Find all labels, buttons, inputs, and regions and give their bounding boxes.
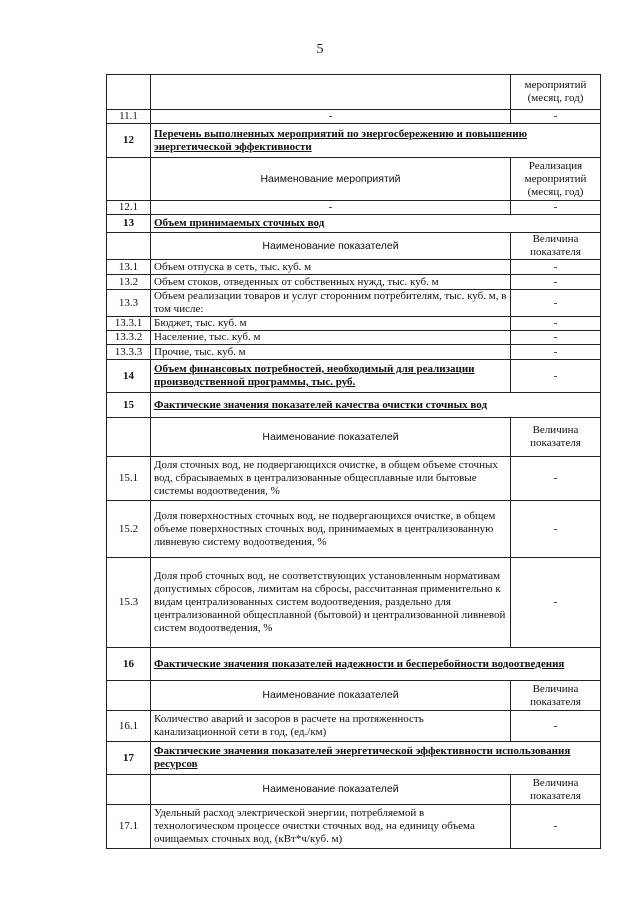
indicator-name: - [151, 110, 511, 124]
table-row [107, 275, 601, 290]
section-title: Перечень выполненных мероприятий по энергосбережению и повышению энергетической эффективности [151, 124, 601, 158]
row-number: 12 [107, 124, 151, 158]
row-number: 14 [107, 360, 151, 393]
row-number [107, 158, 151, 201]
row-number: 15.3 [107, 558, 151, 648]
column-header-value: Величина показателя [511, 775, 601, 805]
indicator-name: - [151, 201, 511, 215]
column-header-row [107, 158, 601, 201]
section-title: Объем принимаемых сточных вод [151, 215, 601, 233]
indicator-name: Объем реализации товаров и услуг сторонним потребителям, тыс. куб. м, в том числе: [151, 290, 511, 317]
table-row [107, 331, 601, 345]
row-number: 13.1 [107, 260, 151, 275]
indicator-value: - [511, 711, 601, 742]
column-header-name: Наименование показателей [151, 681, 511, 711]
section-title: Объем финансовых потребностей, необходимый для реализации производственной программы, тыс. руб. [151, 360, 511, 393]
row-number: 13.2 [107, 275, 151, 290]
indicator-value: - [511, 110, 601, 124]
indicators-table [106, 74, 601, 849]
column-header-name: Наименование показателей [151, 775, 511, 805]
column-header-row [107, 75, 601, 110]
table-row [107, 201, 601, 215]
column-header-value: Реализация мероприятий (месяц, год) [511, 158, 601, 201]
indicator-name: Население, тыс. куб. м [151, 331, 511, 345]
indicator-name: Прочие, тыс. куб. м [151, 345, 511, 360]
indicator-value: - [511, 317, 601, 331]
row-number [107, 233, 151, 260]
column-header-value: Величина показателя [511, 233, 601, 260]
indicator-name: Объем стоков, отведенных от собственных нужд, тыс. куб. м [151, 275, 511, 290]
section-title: Фактические значения показателей качества очистки сточных вод [151, 393, 601, 418]
section-row [107, 360, 601, 393]
row-number: 12.1 [107, 201, 151, 215]
table-row [107, 711, 601, 742]
indicator-name: Доля проб сточных вод, не соответствующих установленным нормативам допустимых сбросов, лимитам на сбросы, рассчитанная применительно к видам централизованных систем водоотведения, раздельно для централизованной общесплавной (бытовой) и централизованной ливневой систем водоотведения, % [151, 558, 511, 648]
indicator-name: Доля сточных вод, не подвергающихся очистке, в общем объеме сточных вод, сбрасываемых в централизованные общесплавные или бытовые системы водоотведения, % [151, 457, 511, 501]
table-row [107, 345, 601, 360]
indicator-value: - [511, 345, 601, 360]
table-row [107, 290, 601, 317]
column-header-name [151, 75, 511, 110]
row-number: 17.1 [107, 805, 151, 849]
indicator-value: - [511, 260, 601, 275]
indicator-value: - [511, 805, 601, 849]
section-row [107, 124, 601, 158]
indicator-value: - [511, 275, 601, 290]
section-title: Фактические значения показателей энергетической эффективности использования ресурсов [151, 742, 601, 775]
indicator-value: - [511, 501, 601, 558]
row-number: 13.3.1 [107, 317, 151, 331]
row-number: 15.1 [107, 457, 151, 501]
row-number: 13 [107, 215, 151, 233]
row-number [107, 775, 151, 805]
row-number [107, 75, 151, 110]
table-row [107, 558, 601, 648]
row-number: 17 [107, 742, 151, 775]
column-header-row [107, 418, 601, 457]
row-number: 13.3.3 [107, 345, 151, 360]
indicator-name: Количество аварий и засоров в расчете на протяженность канализационной сети в год, (ед./км) [151, 711, 511, 742]
indicator-value: - [511, 558, 601, 648]
column-header-row [107, 233, 601, 260]
indicator-name: Объем отпуска в сеть, тыс. куб. м [151, 260, 511, 275]
indicator-value: - [511, 457, 601, 501]
column-header-row [107, 681, 601, 711]
column-header-name: Наименование показателей [151, 233, 511, 260]
row-number [107, 418, 151, 457]
table-row [107, 110, 601, 124]
column-header-value: Величина показателя [511, 681, 601, 711]
column-header-name: Наименование мероприятий [151, 158, 511, 201]
section-row [107, 215, 601, 233]
table-row [107, 805, 601, 849]
section-row [107, 648, 601, 681]
indicator-value: - [511, 201, 601, 215]
table-row [107, 260, 601, 275]
indicator-value: - [511, 360, 601, 393]
page-number: 5 [316, 42, 324, 57]
column-header-value: Величина показателя [511, 418, 601, 457]
column-header-value: мероприятий (месяц, год) [511, 75, 601, 110]
row-number [107, 681, 151, 711]
table-row [107, 501, 601, 558]
indicator-name: Доля поверхностных сточных вод, не подвергающихся очистке, в общем объеме поверхностных сточных вод, принимаемых в централизованную ливневую систему водоотведения, % [151, 501, 511, 558]
indicator-value: - [511, 331, 601, 345]
row-number: 11.1 [107, 110, 151, 124]
column-header-row [107, 775, 601, 805]
section-title: Фактические значения показателей надежности и бесперебойности водоотведения [151, 648, 601, 681]
row-number: 15.2 [107, 501, 151, 558]
row-number: 16 [107, 648, 151, 681]
section-row [107, 742, 601, 775]
section-row [107, 393, 601, 418]
row-number: 16.1 [107, 711, 151, 742]
indicator-name: Удельный расход электрической энергии, потребляемой в технологическом процессе очистки сточных вод, на единицу объема очищаемых сточных вод, (кВт*ч/куб. м) [151, 805, 511, 849]
row-number: 13.3 [107, 290, 151, 317]
table-row [107, 457, 601, 501]
table-row [107, 317, 601, 331]
indicator-value: - [511, 290, 601, 317]
indicator-name: Бюджет, тыс. куб. м [151, 317, 511, 331]
row-number: 13.3.2 [107, 331, 151, 345]
column-header-name: Наименование показателей [151, 418, 511, 457]
row-number: 15 [107, 393, 151, 418]
